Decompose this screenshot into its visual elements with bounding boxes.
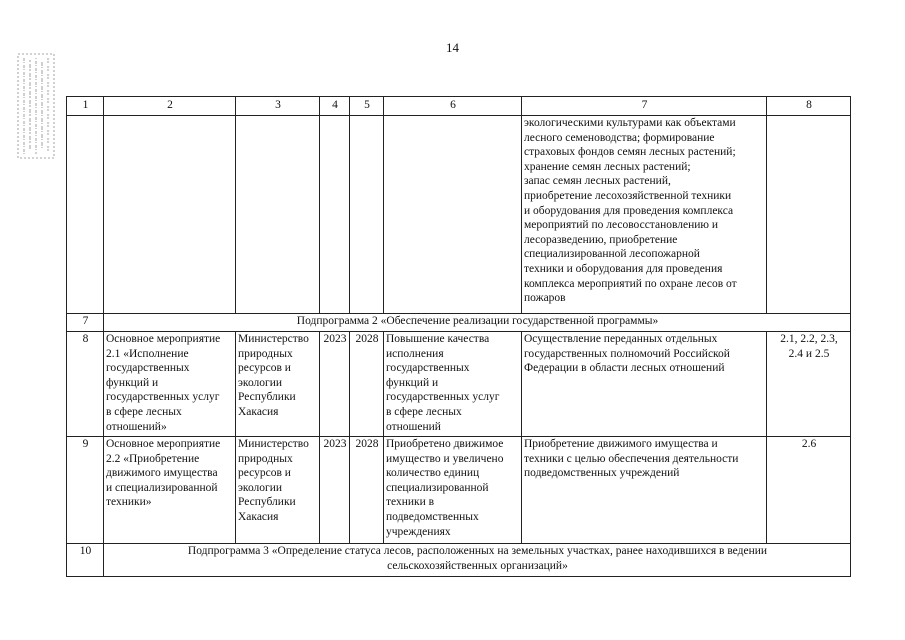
header-cell: 1 [67, 97, 104, 116]
header-cell: 2 [104, 97, 236, 116]
row-number: 10 [67, 544, 104, 577]
row-number: 7 [67, 314, 104, 332]
subprogram-row [67, 314, 851, 332]
directions-cell: экологическими культурами как объектами лесного семеноводства; формирование страховых фондов семян лесных растений; хранение семян лесных растений; запас семян лесных растений, приобретение лесохозяйственной техники и оборудования для проведения комплекса мероприятий по лесовосстановлению и лесоразведению, приобретение специализированной лесопожарной техники и оборудования для проведения комплекса мероприятий по охране лесов от пожаров [522, 116, 767, 314]
start-year-cell: 2023 [320, 437, 350, 544]
end-year-cell: 2028 [350, 332, 384, 437]
result-cell: Повышение качества исполнения государственных функций и государственных услуг в сфере лесных отношений [384, 332, 522, 437]
directions-cell: Осуществление переданных отдельных государственных полномочий Российской Федерации в области лесных отношений [522, 332, 767, 437]
table-cell [104, 116, 236, 314]
header-cell: 4 [320, 97, 350, 116]
table-cell [350, 116, 384, 314]
directions-cell: Приобретение движимого имущества и техники с целью обеспечения деятельности подведомственных учреждений [522, 437, 767, 544]
measure-cell: Основное мероприятие 2.1 «Исполнение государственных функций и государственных услуг в сфере лесных отношений» [104, 332, 236, 437]
registration-stamp [16, 50, 56, 162]
executor-cell: Министерство природных ресурсов и экологии Республики Хакасия [236, 437, 320, 544]
table-row [67, 437, 851, 544]
table-cell [67, 116, 104, 314]
table-cell [767, 116, 851, 314]
subprogram-title: Подпрограмма 3 «Определение статуса лесов, расположенных на земельных участках, ранее находившихся в ведении сельскохозяйственных организаций» [104, 544, 851, 577]
measure-cell: Основное мероприятие 2.2 «Приобретение движимого имущества и специализированной техники» [104, 437, 236, 544]
start-year-cell: 2023 [320, 332, 350, 437]
table-row [67, 332, 851, 437]
executor-cell: Министерство природных ресурсов и экологии Республики Хакасия [236, 332, 320, 437]
end-year-cell: 2028 [350, 437, 384, 544]
indicators-cell: 2.1, 2.2, 2.3, 2.4 и 2.5 [767, 332, 851, 437]
row-number: 9 [67, 437, 104, 544]
row-number: 8 [67, 332, 104, 437]
table-cell [384, 116, 522, 314]
header-cell: 6 [384, 97, 522, 116]
table-cell [320, 116, 350, 314]
result-cell: Приобретено движимое имущество и увеличено количество единиц специализированной техники в подведомственных учреждениях [384, 437, 522, 544]
table-cell [236, 116, 320, 314]
table-row [67, 116, 851, 314]
measures-table [66, 96, 851, 577]
indicators-cell: 2.6 [767, 437, 851, 544]
header-row [67, 97, 851, 116]
page-number: 14 [446, 40, 459, 55]
header-cell: 5 [350, 97, 384, 116]
header-cell: 3 [236, 97, 320, 116]
subprogram-row [67, 544, 851, 577]
header-cell: 7 [522, 97, 767, 116]
header-cell: 8 [767, 97, 851, 116]
subprogram-title: Подпрограмма 2 «Обеспечение реализации государственной программы» [104, 314, 851, 332]
